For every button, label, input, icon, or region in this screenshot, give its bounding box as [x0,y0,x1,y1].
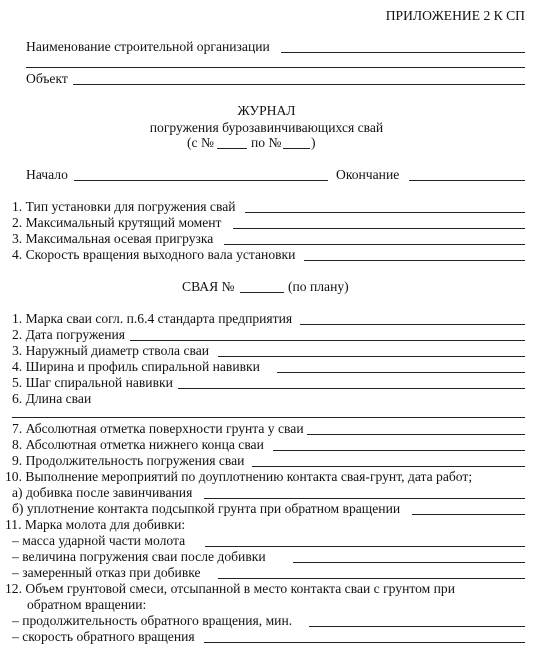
max-torque-label: 2. Максимальный крутящий момент [12,215,222,230]
pile-item-11-label: 11. Марка молота для добивки: [5,517,186,532]
pile-number-field[interactable] [240,292,284,293]
pile-item-2-label: 2. Дата погружения [12,327,126,342]
pile-item-8-label: 8. Абсолютная отметка нижнего конца сваи [12,437,264,452]
pile-item-10b-label: б) уплотнение контакта подсыпкой грунта при обратном вращении [12,501,401,516]
pile-item-9-label: 9. Продолжительность погружения сваи [12,453,245,468]
pile-item-12a-field[interactable] [309,626,525,627]
pile-item-12-label-cont: обратном вращении: [27,597,147,612]
organization-label: Наименование строительной организации [26,39,270,54]
pile-item-11c-field[interactable] [218,578,525,579]
journal-title: ЖУРНАЛ [237,103,296,118]
journal-subtitle: погружения бурозавинчивающихся свай [149,120,384,135]
pile-item-6-field[interactable] [12,417,525,418]
range-to-field[interactable] [283,148,310,149]
pile-item-7-label: 7. Абсолютная отметка поверхности грунта у сваи [12,421,304,436]
appendix-label: ПРИЛОЖЕНИЕ 2 К СП [385,8,525,23]
pile-item-10a-label: а) добивка после завинчивания [12,485,193,500]
range-close-paren: ) [311,135,316,150]
pile-item-10-label: 10. Выполнение мероприятий по доуплотнению контакта свая-грунт, дата работ; [5,469,473,484]
pile-item-10b-field[interactable] [412,514,525,515]
pile-item-9-field[interactable] [252,466,525,467]
object-label: Объект [26,71,68,86]
start-field[interactable] [74,180,328,181]
max-axial-load-label: 3. Максимальная осевая пригрузка [12,231,214,246]
pile-item-8-field[interactable] [273,450,525,451]
pile-number-suffix: (по плану) [288,279,349,294]
pile-item-6-label: 6. Длина сваи [12,391,92,406]
pile-item-2-field[interactable] [130,340,525,341]
shaft-speed-label: 4. Скорость вращения выходного вала установки [12,247,296,262]
pile-item-3-field[interactable] [218,356,525,357]
pile-item-4-field[interactable] [277,372,525,373]
pile-item-11c-label: – замеренный отказ при добивке [12,565,201,580]
range-to-label: по № [251,135,282,150]
max-axial-load-field[interactable] [224,244,525,245]
range-from-label: (с № [187,135,214,150]
pile-item-12-label: 12. Объем грунтовой смеси, отсыпанной в место контакта сваи с грунтом при [5,581,455,596]
pile-item-3-label: 3. Наружный диаметр ствола сваи [12,343,210,358]
pile-item-11a-label: – масса ударной части молота [12,533,186,548]
pile-item-12b-field[interactable] [204,642,525,643]
pile-number-label: СВАЯ № [182,279,235,294]
organization-field-line2[interactable] [26,67,525,68]
start-label: Начало [26,167,68,182]
pile-item-12b-label: – скорость обратного вращения [12,629,195,644]
end-field[interactable] [409,180,525,181]
range-from-field[interactable] [217,148,247,149]
installation-type-field[interactable] [245,212,525,213]
pile-item-10a-field[interactable] [204,498,525,499]
shaft-speed-field[interactable] [304,260,525,261]
end-label: Окончание [336,167,400,182]
object-field[interactable] [73,84,525,85]
max-torque-field[interactable] [233,228,525,229]
pile-item-7-field[interactable] [307,434,525,435]
pile-item-5-field[interactable] [178,388,525,389]
pile-item-11a-field[interactable] [205,546,525,547]
pile-item-1-field[interactable] [300,324,525,325]
pile-item-5-label: 5. Шаг спиральной навивки [12,375,173,390]
pile-item-11b-field[interactable] [293,562,525,563]
organization-field[interactable] [281,52,525,53]
pile-item-1-label: 1. Марка сваи согл. п.6.4 стандарта предприятия [12,311,293,326]
pile-item-12a-label: – продолжительность обратного вращения, мин. [12,613,293,628]
pile-item-11b-label: – величина погружения сваи после добивки [12,549,266,564]
installation-type-label: 1. Тип установки для погружения свай [12,199,236,214]
pile-item-4-label: 4. Ширина и профиль спиральной навивки [12,359,260,374]
